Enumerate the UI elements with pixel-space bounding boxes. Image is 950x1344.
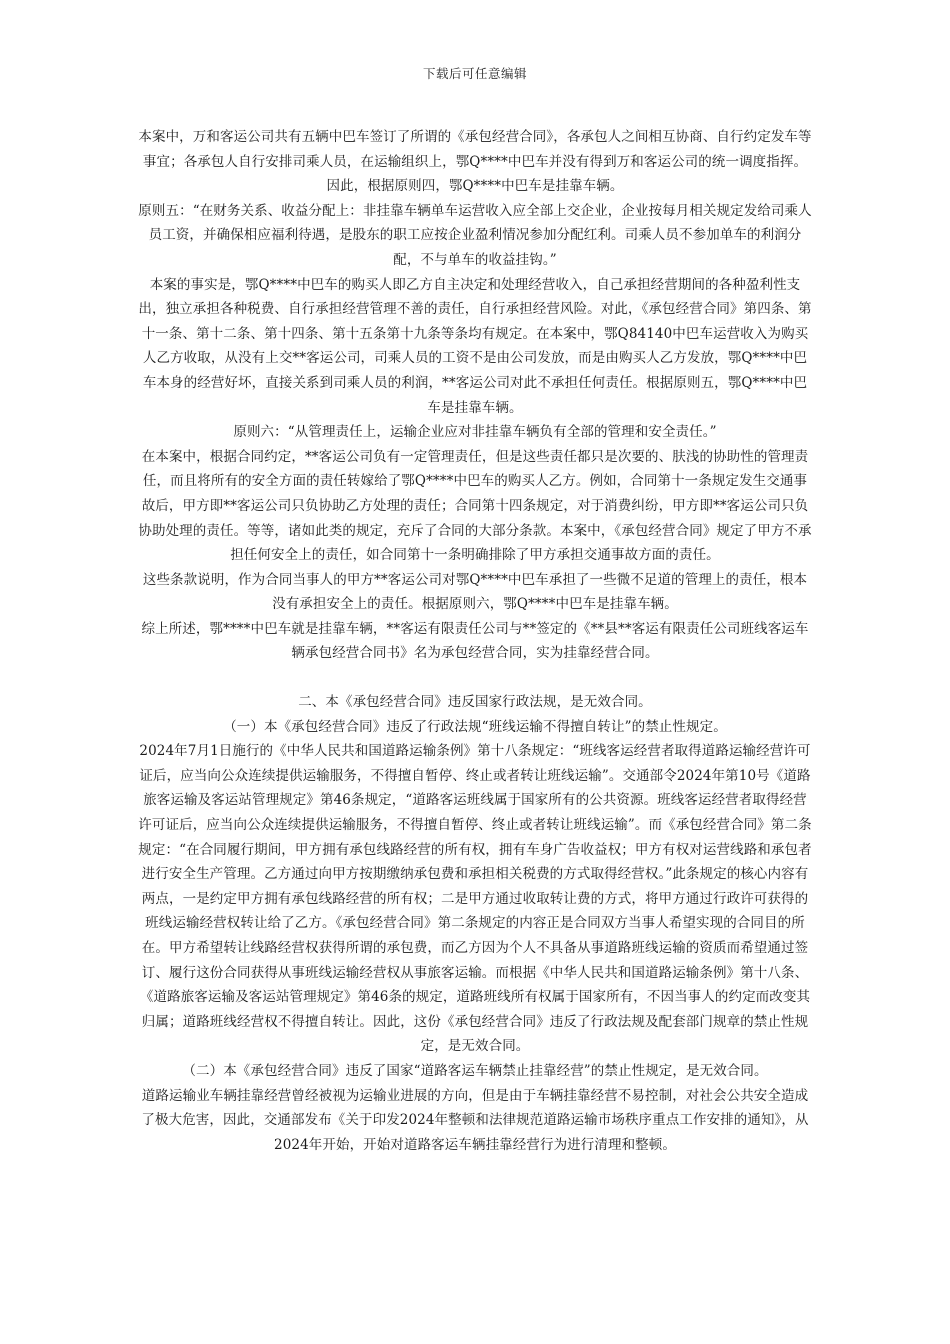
paragraph-regulation-analysis: 2024年7月1日施行的《中华人民共和国道路运输条例》第十八条规定：“班线客运经营者取得道路运输经营许可证后，应当向公众连续提供运输服务，不得擅自暂停、终止或者转让班线运输”。交通部令2024年第10号《道路旅客运输及客运站管理规定》第46条规定，“道路客运班线属于国家所有的公共资源。班线客运经营者取得经营许可证后，应当向公众连续提供运输服务，不得擅自暂停、终止或者转让班线运输”。而《承包经营合同》第二条规定：“在合同履行期间，甲方拥有承包线路经营的所有权，拥有车身广告收益权；甲方有权对运营线路和承包者进行安全生产管理。乙方通过向甲方按期缴纳承包费和承担相关税费的方式取得经营权。”此条规定的核心内容有两点，一是约定甲方拥有承包线路经营的所有权；二是甲方通过收取转让费的方式，将甲方通过行政许可获得的班线运输经营权转让给了乙方。《承包经营合同》第二条规定的内容正是合同双方当事人希望实现的合同目的所在。甲方希望转让线路经营权获得所谓的承包费，而乙方因为个人不具备从事道路班线运输的资质而希望通过签订、履行这份合同获得从事班线运输经营权从事旅客运输。而根据《中华人民共和国道路运输条例》第十八条、《道路旅客运输及客运站管理规定》第46条的规定，道路班线所有权属于国家所有，不因当事人的约定而改变其归属；道路班线经营权不得擅自转让。因此，这份《承包经营合同》违反了行政法规及配套部门规章的禁止性规定，是无效合同。 xyxy=(138,743,812,1055)
paragraph-summary: 综上所述，鄂****中巴车就是挂靠车辆，**客运有限责任公司与**签定的《**县**客运有限责任公司班线客运车辆承包经营合同书》名为承包经营合同，实为挂靠经营合同。 xyxy=(141,620,809,662)
paragraph-principle6-conclusion: 这些条款说明，作为合同当事人的甲方**客运公司对鄂Q****中巴车承担了一些微不足道的管理上的责任，根本没有承担安全上的责任。根据原则六，鄂Q****中巴车是挂靠车辆。 xyxy=(142,571,808,613)
subsection-heading-2: （二）本《承包经营合同》违反了国家“道路客运车辆禁止挂靠经营”的禁止性规定，是无效合同。 xyxy=(182,1062,768,1079)
paragraph-principle6-facts: 在本案中，根据合同约定，**客运公司负有一定管理责任，但是这些责任都只是次要的、肤浅的协助性的管理责任，而且将所有的安全方面的责任转嫁给了鄂Q****中巴车的购买人乙方。例如，合同第十一条规定发生交通事故后，甲方即**客运公司只负协助乙方处理的责任；合同第十四条规定，对于消费纠纷，甲方即**客运公司只负协助处理的责任。等等，诸如此类的规定，充斥了合同的大部分条款。本案中，《承包经营合同》规定了甲方不承担任何安全上的责任，如合同第十一条明确排除了甲方承担交通事故方面的责任。 xyxy=(138,448,812,564)
section-heading-2: 二、本《承包经营合同》违反国家行政法规，是无效合同。 xyxy=(298,694,652,711)
paragraph-principle4-conclusion: 本案中，万和客运公司共有五辆中巴车签订了所谓的《承包经营合同》，各承包人之间相互协商、自行约定发车等事宜；各承包人自行安排司乘人员，在运输组织上，鄂Q****中巴车并没有得到万和客运公司的统一调度指挥。因此，根据原则四，鄂Q****中巴车是挂靠车辆。 xyxy=(138,129,812,195)
paragraph-affiliation-history: 道路运输业车辆挂靠经营曾经被视为运输业进展的方向，但是由于车辆挂靠经营不易控制，对社会公共安全造成了极大危害，因此，交通部发布《关于印发2024年整顿和法律规范道路运输市场秩序重点工作安排的通知》，从2024年开始，开始对道路客运车辆挂靠经营行为进行清理和整顿。 xyxy=(141,1087,809,1153)
document-body xyxy=(138,125,812,1157)
page-header-note: 下载后可任意编辑 xyxy=(422,66,527,81)
section-gap xyxy=(138,666,812,690)
paragraph-principle5: 原则五：“在财务关系、收益分配上：非挂靠车辆单车运营收入应全部上交企业，企业按每月相关规定发给司乘人员工资，并确保相应福利待遇，是股东的职工应按企业盈利情况参加分配红利。司乘人员不参加单车的利润分配，不与单车的收益挂钩。” xyxy=(138,202,812,268)
subsection-heading-1: （一）本《承包经营合同》违反了行政法规“班线运输不得擅自转让”的禁止性规定。 xyxy=(223,718,727,735)
paragraph-principle6: 原则六：“从管理责任上，运输企业应对非挂靠车辆负有全部的管理和安全责任。” xyxy=(233,424,717,441)
paragraph-principle5-facts: 本案的事实是，鄂Q****中巴车的购买人即乙方自主决定和处理经营收入，自己承担经营期间的各种盈利性支出，独立承担各种税费、自行承担经营管理不善的责任，自行承担经营风险。对此，《承包经营合同》第四条、第十一条、第十二条、第十四条、第十五条第十九条等条均有规定。在本案中，鄂Q84140中巴车运营收入为购买人乙方收取，从没有上交**客运公司，司乘人员的工资不是由公司发放，而是由购买人乙方发放，鄂Q****中巴车本身的经营好坏，直接关系到司乘人员的利润，**客运公司对此不承担任何责任。根据原则五，鄂Q****中巴车是挂靠车辆。 xyxy=(138,276,812,416)
